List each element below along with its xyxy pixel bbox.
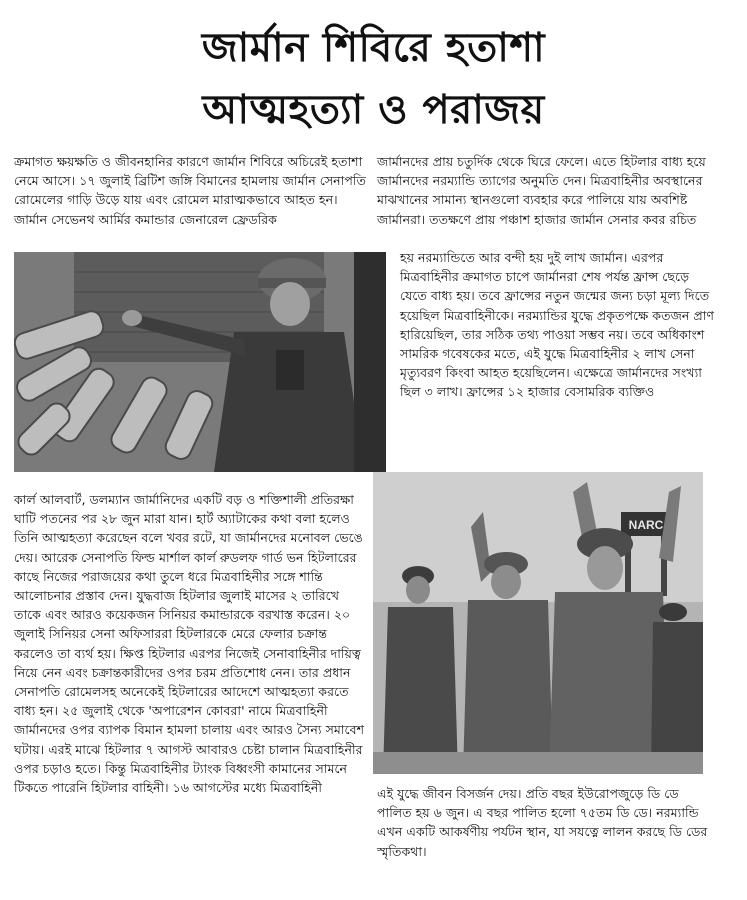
sign-text: NARC bbox=[628, 518, 664, 532]
column-left-bottom bbox=[14, 490, 366, 797]
photo-soldier-illustration bbox=[14, 252, 386, 472]
column-right-middle bbox=[400, 248, 715, 402]
paragraph-right-top: জার্মানদের প্রায় চতুর্দিক থেকে ঘিরে ফেলে। এতে হিটলার বাধ্য হয়ে জার্মানদের নরম্যান্ডি ত্যাগের অনুমতি দেন। মিত্রবাহিনীর অবস্থানের মাঝখানের সামান্য স্থানগুলো ব্যবহার করে পালিয়ে যায় অবশিষ্ট জার্মানরা। ততক্ষণে প্রায় পঞ্চাশ হাজার জার্মান সেনার কবর রচিত bbox=[377, 154, 706, 227]
german-soldier-pointing-photo bbox=[14, 252, 386, 472]
photo-surrender-illustration bbox=[373, 472, 703, 774]
column-left-top bbox=[14, 152, 366, 229]
paragraph-right-bottom: এই যুদ্ধে জীবন বিসর্জন দেয়। প্রতি বছর ইউরোপজুড়ে ডি ডে পালিত হয় ৬ জুন। এ বছর পালিত হলো ৭৫তম ডি ডে। নরম্যান্ডি এখন একটি আকর্ষণীয় পর্যটন স্থান, যা সযত্নে লালন করছে ডি ডের স্মৃতিকথা। bbox=[377, 786, 708, 859]
headline-line-1: জার্মান শিবিরে হতাশা bbox=[201, 25, 546, 71]
paragraph-left-bottom: কার্ল আলবার্ট, ডলম্যান জার্মানিদের একটি বড় ও শক্তিশালী প্রতিরক্ষা ঘাটি পতনের পর ২৮ জুন মারা যান। হার্ট অ্যাটাকের কথা বলা হলেও তিনি আত্মহত্যা করেছেন বলে খবর রটে, যা জার্মানদের মনোবল ভেঙে দেয়। আরেক সেনাপতি ফিল্ড মার্শাল কার্ল রুডলফ গার্ড ভন হিটলারের কাছে নিজের পরাজয়ের কথা তুলে ধরে মিত্রবাহিনীর সঙ্গে শান্তি আলোচনার প্রস্তাব দেন। যুদ্ধবাজ হিটলার জুলাই মাসের ২ তারিখে তাকে এবং আরও কয়েকজন সিনিয়র কমান্ডারকে বরখাস্ত করেন। ২০ জুলাই সিনিয়র সেনা অফিসাররা হিটলারকে মেরে ফেলার চক্রান্ত করলেও তা ব্যর্থ হয়। ক্ষিপ্ত হিটলার এরপর নিজেই সেনাবাহিনীর দায়িত্ব নিয়ে নেন এবং চক্রান্তকারীদের ওপর চরম প্রতিশোধ নেন। তার প্রধান সেনাপতি রোমেলসহ অনেকেই হিটলারের আদেশে আত্মহত্যা করতে বাধ্য হন। ২৫ জুলাই থেকে 'অপারেশন কোবরা' নামে মিত্রবাহিনী জার্মানদের ওপর ব্যাপক বিমান হামলা চালায় এবং আরও সৈন্য সমাবেশ ঘটায়। এরই মাঝে হিটলার ৭ আগস্ট আবারও চেষ্টা চালান মিত্রবাহিনীর ওপর চড়াও হতে। কিন্তু মিত্রবাহিনীর ট্যাংক বিধ্বংসী কামানের সামনে টিকতে পারেনি হিটলার বাহিনী। ১৬ আগস্টের মধ্যে মিত্রবাহিনী bbox=[14, 492, 365, 796]
headline-line-2: আত্মহত্যা ও পরাজয় bbox=[202, 87, 545, 133]
paragraph-right-middle: হয় নরম্যান্ডিতে আর বন্দী হয় দুই লাখ জার্মান। এরপর মিত্রবাহিনীর ক্রমাগত চাপে জার্মানরা শেষ পর্যন্ত ফ্রান্স ছেড়ে যেতে বাধ্য হয়। তবে ফ্রান্সের নতুন জন্মের জন্য চড়া মূল্য দিতে হয়েছিল মিত্রবাহিনীকে। নরম্যান্ডির যুদ্ধে প্রকৃতপক্ষে কতজন প্রাণ হারিয়েছিল, তার সঠিক তথ্য পাওয়া সম্ভব নয়। তবে অধিকাংশ সামরিক গবেষকের মতে, এই যুদ্ধে মিত্রবাহিনীর ২ লাখ সেনা মৃত্যুবরণ কিংবা আহত হয়েছিলেন। এক্ষেত্রে জার্মানদের সংখ্যা ছিল ৩ লাখ। ফ্রান্সের ১২ হাজার বেসামরিক ব্যক্তিও bbox=[400, 250, 715, 400]
column-right-top bbox=[377, 152, 715, 229]
surrendering-soldiers-photo bbox=[373, 472, 703, 774]
column-right-bottom bbox=[377, 784, 715, 861]
paragraph-left-top: ক্রমাগত ক্ষয়ক্ষতি ও জীবনহানির কারণে জার্মান শিবিরে অচিরেই হতাশা নেমে আসে। ১৭ জুলাই ব্রিটিশ জঙ্গি বিমানের হামলায় জার্মান সেনাপতি রোমেলের গাড়ি উড়ে যায় এবং রোমেল মারাত্মকভাবে আহত হন। জার্মান সেভেনথ আর্মির কমান্ডার জেনারেল ফ্রেডরিক bbox=[14, 154, 366, 227]
